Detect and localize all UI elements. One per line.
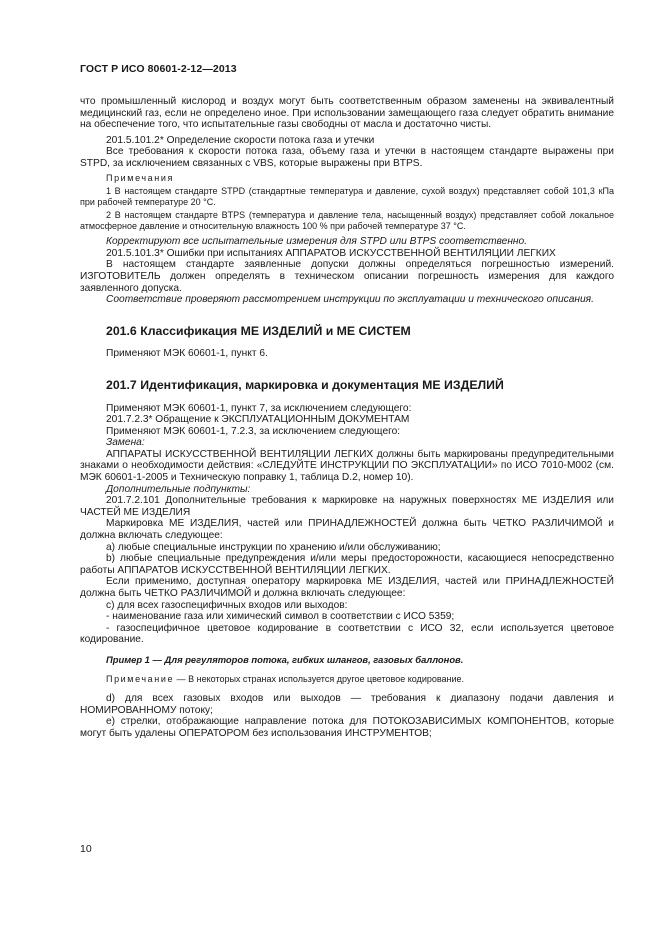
list-item: d) для всех газовых входов или выходов — требования к диапазону подачи давления и НОМИРОВАННОМУ потоку;	[80, 693, 614, 716]
page-number: 10	[80, 843, 92, 855]
clause-heading: 201.7.2.3* Обращение к ЭКСПЛУАТАЦИОННЫМ ДОКУМЕНТАМ	[106, 414, 410, 426]
clause-heading: 201.7.2.101 Дополнительные требования к маркировке на наружных поверхностях МЕ ИЗДЕЛИЯ или ЧАСТЕЙ МЕ ИЗДЕЛИЯ	[80, 495, 614, 518]
paragraph: Все требования к скорости потока газа, объему газа и утечки в настоящем стандарте выражены при STPD, за исключением связанных с VBS, которые выражены при BTPS.	[80, 146, 614, 169]
paragraph: АППАРАТЫ ИСКУССТВЕННОЙ ВЕНТИЛЯЦИИ ЛЕГКИХ должны быть маркированы предупредительными знаками о необходимости действия: «СЛЕДУЙТЕ ИНСТРУКЦИИ ПО ЭКСПЛУАТАЦИИ» по ИСО 7010-М002 (см. МЭК 60601-1-2005 и Техническую поправку 1, таблица D.2, номер 10).	[80, 448, 614, 484]
section-heading: 201.7 Идентификация, маркировка и документация МЕ ИЗДЕЛИЙ	[106, 377, 504, 392]
note-3-text: — В некоторых странах используется другое цветовое кодирование.	[174, 673, 465, 684]
additional-subclauses-label: Дополнительные подпункты:	[106, 483, 251, 495]
compliance-statement: Корректируют все испытательные измерения для STPD или BTPS соответственно.	[106, 236, 528, 248]
paragraph: В настоящем стандарте заявленные допуски должны определяться погрешностью измерений. ИЗГОТОВИТЕЛЬ должен определять в техническом описании погрешность измерения для каждого заявленного допуска.	[80, 259, 614, 294]
list-item: - газоспецифичное цветовое кодирование в соответствии с ИСО 32, если используется цветовое кодирование.	[80, 622, 614, 646]
list-item: - наименование газа или химический символ в соответствии с ИСО 5359;	[106, 611, 455, 623]
note-3-label: Примечание	[106, 673, 175, 684]
clause-heading: 201.5.101.2* Определение скорости потока газа и утечки	[106, 134, 375, 146]
page-body	[80, 96, 614, 740]
list-item: e) стрелки, отображающие направление потока для ПОТОКОЗАВИСИМЫХ КОМПОНЕНТОВ, которые могут быть удалены ОПЕРАТОРОМ без использования ИНСТРУМЕНТОВ;	[80, 716, 614, 739]
paragraph: Маркировка МЕ ИЗДЕЛИЯ, частей или ПРИНАДЛЕЖНОСТЕЙ должна быть ЧЕТКО РАЗЛИЧИМОЙ и должна включать следующее:	[80, 518, 614, 542]
paragraph: Применяют МЭК 60601-1, пункт 7, за исключением следующего:	[106, 402, 412, 414]
example-1: Пример 1 — Для регуляторов потока, гибких шлангов, газовых баллонов.	[106, 653, 464, 665]
paragraph: что промышленный кислород и воздух могут быть соответственным образом заменены на эквивалентный медицинский газ, если не определено иное. При использовании замещающего газа следует обратить внимание на обеспечение того, что испытательные газы свободны от масла и достаточно чисты.	[80, 96, 614, 131]
running-header: ГОСТ Р ИСО 80601-2-12—2013	[80, 63, 237, 75]
clause-heading: 201.5.101.3* Ошибки при испытаниях АППАРАТОВ ИСКУССТВЕННОЙ ВЕНТИЛЯЦИИ ЛЕГКИХ	[106, 247, 556, 259]
paragraph: Применяют МЭК 60601-1, пункт 6.	[106, 348, 268, 360]
section-heading: 201.6 Классификация МЕ ИЗДЕЛИЙ и МЕ СИСТЕМ	[106, 323, 411, 338]
paragraph: Применяют МЭК 60601-1, 7.2.3, за исключением следующего:	[106, 425, 401, 437]
note-3	[80, 674, 614, 686]
notes-heading: Примечания	[106, 172, 174, 183]
list-item: a) любые специальные инструкции по хранению и/или обслуживанию;	[106, 541, 441, 553]
compliance-statement: Соответствие проверяют рассмотрением инструкции по эксплуатации и технического описания.	[106, 294, 594, 306]
note-1: 1 В настоящем стандарте STPD (стандартные температура и давление, сухой воздух) представляет собой 101,3 кПа при рабочей температуре 20 °С.	[80, 186, 614, 208]
paragraph: Если применимо, доступная оператору маркировка МЕ ИЗДЕЛИЯ, частей или ПРИНАДЛЕЖНОСТЕЙ должна быть ЧЕТКО РАЗЛИЧИМОЙ и должна включать следующее:	[80, 576, 614, 599]
list-item: c) для всех газоспецифичных входов или выходов:	[106, 599, 348, 611]
note-2: 2 В настоящем стандарте BTPS (температура и давление тела, насыщенный воздух) представляет собой локальное атмосферное давление и относительную влажность 100 % при рабочей температуре 37 °С.	[80, 210, 614, 232]
replacement-label: Замена:	[106, 437, 145, 449]
list-item: b) любые специальные предупреждения и/или меры предосторожности, касающиеся непосредственно работы АППАРАТОВ ИСКУССТВЕННОЙ ВЕНТИЛЯЦИИ ЛЕГКИХ.	[80, 553, 614, 576]
